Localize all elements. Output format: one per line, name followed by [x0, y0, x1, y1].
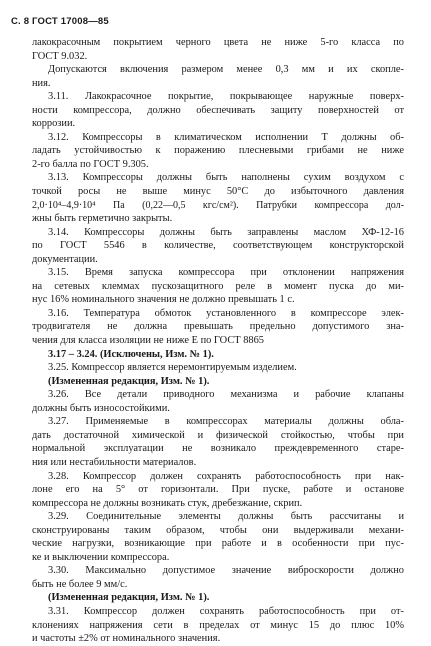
- text-line: (Измененная редакция, Изм. № 1).: [48, 375, 210, 387]
- page-header: С. 8 ГОСТ 17008—85: [11, 16, 109, 27]
- text-line: лакокрасочным покрытием черного цвета не ниже 5-го класса по: [32, 37, 404, 48]
- text-line: 3.27. Применяемые в компрессорах материалы должны обла-: [48, 416, 404, 428]
- text-line: ности компрессора, должно обеспечивать защиту поверхностей от: [32, 104, 404, 116]
- text-line: жны быть герметично закрыты.: [32, 213, 173, 225]
- text-line: 3.29. Соединительные элементы должны быть рассчитаны и: [48, 511, 404, 523]
- text-line: лоне его на 5° от горизонтали. При пуске, работе и останове: [32, 484, 404, 496]
- text-line: должны быть износостойкими.: [32, 402, 170, 414]
- text-line: 3.14. Компрессоры должны быть заправлены маслом ХФ-12-16: [48, 226, 404, 238]
- text-line: компрессора не должны возникать стук, дребезжание, скрип.: [32, 497, 303, 509]
- text-line: 3.28. Компрессор должен сохранять работоспособность при нак-: [48, 470, 404, 482]
- text-line: 3.31. Компрессор должен сохранять работоспособность при от-: [48, 605, 404, 617]
- text-line: 3.17 – 3.24. (Исключены, Изм. № 1).: [48, 348, 214, 360]
- text-line: 3.26. Все детали приводного механизма и рабочие клапаны: [48, 389, 404, 401]
- text-line: ГОСТ 9.032.: [32, 50, 88, 62]
- text-line: ческие нагрузки, возникающие при работе и в особенности при пус-: [32, 538, 404, 550]
- text-line: чения для класса изоляции не ниже Е по ГОСТ 8865: [32, 335, 264, 347]
- text-line: 2-го балла по ГОСТ 9.305.: [32, 158, 149, 170]
- text-line: (Измененная редакция, Изм. № 1).: [48, 592, 210, 604]
- text-line: сконструированы таким образом, чтобы они выдерживали механи-: [32, 524, 404, 536]
- text-line: тродвигателя не должна превышать предельно допустимого зна-: [32, 321, 404, 333]
- text-line: быть не более 9 мм/с.: [32, 578, 128, 590]
- text-line: 3.25. Компрессор является неремонтируемым изделием.: [48, 362, 297, 374]
- text-line: ния.: [32, 77, 51, 89]
- text-line: 3.15. Время запуска компрессора при отклонении напряжения: [48, 267, 404, 279]
- document-body: [32, 36, 404, 646]
- text-line: документации.: [32, 253, 98, 265]
- text-line: 2,0·10⁴–4,9·10⁴ Па (0,22—0,5 кгс/см²). Патрубки компрессора дол-: [32, 199, 404, 211]
- text-line: на сетевых клеммах пускозащитного реле в момент пуска до ми-: [32, 280, 404, 292]
- text-line: 3.12. Компрессоры в климатическом исполнении Т должны об-: [48, 131, 404, 143]
- text-line: по ГОСТ 5546 в количестве, соответствующем конструкторской: [32, 240, 404, 252]
- text-line: нус 16% номинального значения не должно превышать 1 с.: [32, 294, 295, 306]
- text-line: ке и выключении компрессора.: [32, 551, 170, 563]
- text-line: клонениях напряжения сети в пределах от минус 15 до плюс 10%: [32, 619, 404, 631]
- text-line: и частоты ±2% от номинального значения.: [32, 633, 221, 645]
- text-line: 3.13. Компрессоры должны быть наполнены сухим воздухом с: [48, 172, 404, 184]
- text-line: точкой росы не выше минус 50°С до избыточного давления: [32, 186, 404, 198]
- text-line: ния или нестабильности материалов.: [32, 456, 197, 468]
- text-line: коррозии.: [32, 118, 76, 130]
- text-line: дать достаточной химической и физической стойкостью, чтобы при: [32, 429, 404, 441]
- text-line: нормальной эксплуатации не возникало преждевременного старе-: [32, 443, 404, 455]
- text-line: 3.16. Температура обмоток установленного в компрессоре элек-: [48, 307, 404, 319]
- text-line: ладать устойчивостью к поражению плесневыми грибами не ниже: [32, 145, 404, 157]
- text-line: 3.30. Максимально допустимое значение виброскорости должно: [48, 565, 404, 577]
- text-line: Допускаются включения размером менее 0,3 мм и их скопле-: [48, 64, 404, 76]
- text-line: 3.11. Лакокрасочное покрытие, покрывающее наружные поверх-: [48, 91, 404, 103]
